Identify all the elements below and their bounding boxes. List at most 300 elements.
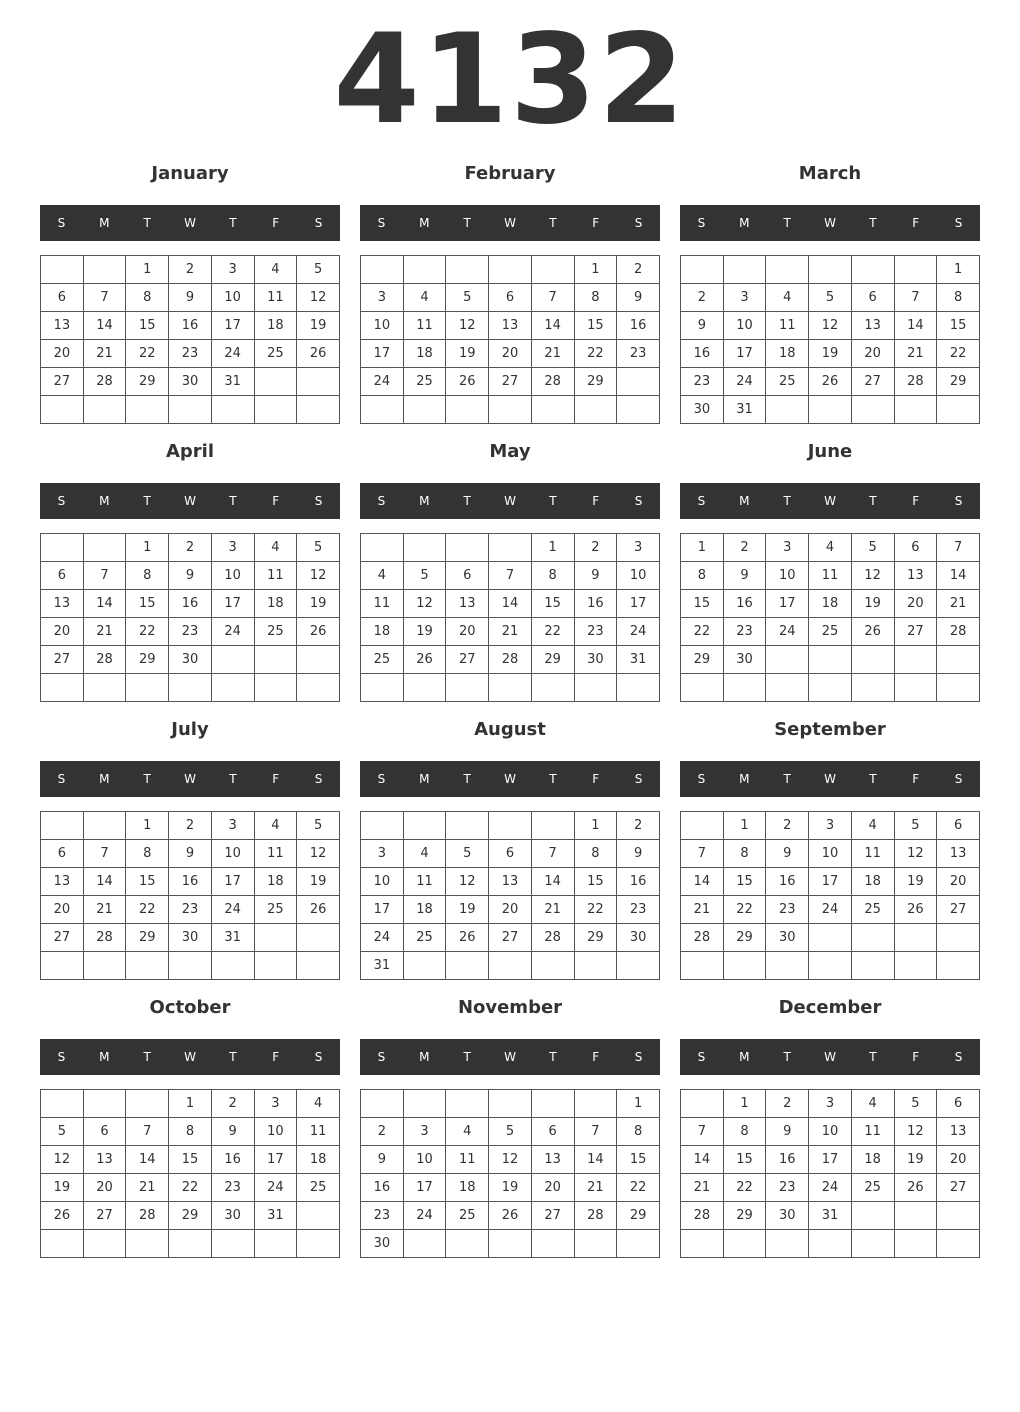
day-cell (126, 1230, 169, 1258)
weekday-label: T (143, 1050, 151, 1064)
day-cell: 21 (531, 340, 574, 368)
week-row (681, 618, 980, 646)
day-cell: 13 (851, 312, 894, 340)
day-cell (403, 396, 446, 424)
day-cell: 24 (211, 896, 254, 924)
day-cell: 21 (681, 1174, 724, 1202)
day-cell: 18 (403, 340, 446, 368)
day-cell: 10 (211, 840, 254, 868)
day-cell (297, 1202, 340, 1230)
weekday-label: T (549, 494, 557, 508)
weekday-label: S (697, 772, 706, 786)
day-cell: 13 (489, 868, 532, 896)
day-cell: 9 (766, 1118, 809, 1146)
day-cell (809, 674, 852, 702)
weekday-label: S (377, 772, 386, 786)
weekday-label: T (143, 494, 151, 508)
weekday-label: F (272, 494, 280, 508)
day-cell: 8 (126, 840, 169, 868)
day-cell: 9 (723, 562, 766, 590)
weekday-label: M (419, 216, 430, 230)
day-cell: 30 (574, 646, 617, 674)
day-grid (360, 811, 660, 980)
day-cell: 26 (297, 618, 340, 646)
day-cell: 16 (169, 312, 212, 340)
day-cell: 12 (851, 562, 894, 590)
day-cell: 7 (531, 284, 574, 312)
week-row (41, 1230, 340, 1258)
day-cell: 28 (574, 1202, 617, 1230)
day-cell: 5 (297, 534, 340, 562)
day-cell: 15 (126, 312, 169, 340)
weekday-label: F (272, 216, 280, 230)
day-cell: 18 (766, 340, 809, 368)
day-cell: 16 (361, 1174, 404, 1202)
day-cell (531, 674, 574, 702)
weekday-label: T (143, 772, 151, 786)
day-cell: 29 (169, 1202, 212, 1230)
day-cell (41, 1230, 84, 1258)
day-cell (809, 396, 852, 424)
day-cell: 17 (766, 590, 809, 618)
day-cell: 9 (681, 312, 724, 340)
weekday-label: S (954, 216, 963, 230)
week-row (41, 368, 340, 396)
day-cell: 25 (254, 618, 297, 646)
day-cell: 18 (254, 868, 297, 896)
day-cell: 28 (83, 646, 126, 674)
day-cell: 12 (297, 562, 340, 590)
week-row (41, 618, 340, 646)
day-cell (894, 1230, 937, 1258)
day-cell: 3 (361, 284, 404, 312)
day-cell: 2 (766, 812, 809, 840)
day-cell: 10 (361, 312, 404, 340)
day-cell: 29 (723, 1202, 766, 1230)
day-cell: 8 (617, 1118, 660, 1146)
day-cell: 1 (126, 534, 169, 562)
day-cell: 15 (126, 590, 169, 618)
day-cell (574, 952, 617, 980)
day-cell: 22 (937, 340, 980, 368)
day-cell: 28 (937, 618, 980, 646)
day-cell: 6 (937, 812, 980, 840)
day-cell: 15 (574, 868, 617, 896)
day-cell: 14 (681, 868, 724, 896)
day-cell (766, 646, 809, 674)
day-cell: 4 (766, 284, 809, 312)
weekday-label: M (419, 494, 430, 508)
week-row (41, 256, 340, 284)
weekday-label: M (739, 1050, 750, 1064)
day-cell (361, 674, 404, 702)
week-row (681, 812, 980, 840)
day-cell: 10 (809, 840, 852, 868)
day-cell (41, 952, 84, 980)
day-cell: 8 (937, 284, 980, 312)
day-cell: 20 (489, 896, 532, 924)
day-cell: 2 (617, 812, 660, 840)
day-cell: 5 (297, 256, 340, 284)
weekday-label: M (419, 772, 430, 786)
weekday-label: M (419, 1050, 430, 1064)
day-cell: 20 (41, 896, 84, 924)
day-cell (403, 256, 446, 284)
week-row (41, 924, 340, 952)
day-cell: 8 (723, 1118, 766, 1146)
day-cell: 25 (446, 1202, 489, 1230)
weekday-label: S (954, 494, 963, 508)
day-cell (446, 812, 489, 840)
day-cell (894, 256, 937, 284)
day-cell (681, 1230, 724, 1258)
weekday-label: S (314, 216, 323, 230)
day-cell (83, 674, 126, 702)
day-cell: 17 (254, 1146, 297, 1174)
week-row (681, 340, 980, 368)
day-cell: 13 (446, 590, 489, 618)
day-cell (126, 952, 169, 980)
day-cell: 20 (894, 590, 937, 618)
week-row (681, 256, 980, 284)
day-cell: 3 (766, 534, 809, 562)
weekday-header (360, 761, 660, 797)
day-cell: 13 (531, 1146, 574, 1174)
weekday-label: W (824, 494, 836, 508)
month-name: December (778, 997, 882, 1018)
day-cell: 11 (297, 1118, 340, 1146)
day-cell: 2 (169, 534, 212, 562)
day-cell (211, 1230, 254, 1258)
day-cell (766, 1230, 809, 1258)
day-cell: 29 (574, 924, 617, 952)
day-cell: 20 (937, 1146, 980, 1174)
weekday-label: S (634, 216, 643, 230)
month-name: March (798, 163, 862, 184)
day-grid (360, 533, 660, 702)
day-cell: 24 (254, 1174, 297, 1202)
weekday-label: S (57, 216, 66, 230)
day-cell (531, 1090, 574, 1118)
day-cell: 11 (254, 284, 297, 312)
day-cell: 19 (489, 1174, 532, 1202)
day-cell: 25 (766, 368, 809, 396)
day-cell: 21 (894, 340, 937, 368)
weekday-header (40, 761, 340, 797)
weekday-label: T (229, 494, 237, 508)
day-cell: 15 (937, 312, 980, 340)
weekday-label: T (869, 216, 877, 230)
day-cell: 16 (211, 1146, 254, 1174)
day-cell: 21 (126, 1174, 169, 1202)
day-cell (766, 952, 809, 980)
day-cell (531, 952, 574, 980)
day-cell: 5 (809, 284, 852, 312)
day-cell: 31 (361, 952, 404, 980)
day-cell (723, 1230, 766, 1258)
week-row (41, 868, 340, 896)
week-row (361, 896, 660, 924)
weekday-header (360, 483, 660, 519)
week-row (681, 1202, 980, 1230)
weekday-label: W (824, 216, 836, 230)
day-cell: 4 (403, 284, 446, 312)
month-name: July (171, 719, 209, 740)
day-cell: 6 (446, 562, 489, 590)
day-cell: 7 (83, 562, 126, 590)
day-cell: 2 (574, 534, 617, 562)
day-cell: 9 (617, 284, 660, 312)
day-cell: 22 (681, 618, 724, 646)
day-cell: 14 (489, 590, 532, 618)
day-cell: 16 (723, 590, 766, 618)
day-cell: 2 (169, 812, 212, 840)
day-cell: 12 (446, 312, 489, 340)
day-cell (531, 1230, 574, 1258)
day-cell: 22 (126, 340, 169, 368)
day-cell (937, 952, 980, 980)
day-cell: 31 (617, 646, 660, 674)
day-cell: 9 (574, 562, 617, 590)
day-cell: 10 (617, 562, 660, 590)
day-cell: 3 (617, 534, 660, 562)
weekday-label: M (739, 216, 750, 230)
day-cell: 5 (297, 812, 340, 840)
day-cell (83, 256, 126, 284)
day-cell (489, 952, 532, 980)
day-cell (809, 646, 852, 674)
day-cell (361, 256, 404, 284)
day-cell: 7 (126, 1118, 169, 1146)
day-cell: 19 (446, 896, 489, 924)
day-cell: 26 (297, 340, 340, 368)
week-row (681, 534, 980, 562)
week-row (681, 1118, 980, 1146)
day-cell: 20 (937, 868, 980, 896)
day-cell: 23 (169, 340, 212, 368)
day-cell (254, 396, 297, 424)
day-cell: 15 (617, 1146, 660, 1174)
week-row (361, 924, 660, 952)
week-row (41, 284, 340, 312)
day-cell: 24 (766, 618, 809, 646)
weekday-header (40, 483, 340, 519)
day-cell: 12 (297, 284, 340, 312)
day-cell: 8 (723, 840, 766, 868)
day-cell: 18 (809, 590, 852, 618)
week-row (361, 340, 660, 368)
day-cell: 8 (169, 1118, 212, 1146)
day-cell (446, 952, 489, 980)
week-row (361, 674, 660, 702)
day-cell: 4 (254, 812, 297, 840)
day-cell (83, 952, 126, 980)
day-cell: 12 (809, 312, 852, 340)
day-cell (531, 256, 574, 284)
day-cell: 14 (126, 1146, 169, 1174)
week-row (681, 952, 980, 980)
day-cell (297, 396, 340, 424)
day-cell: 15 (169, 1146, 212, 1174)
week-row (361, 646, 660, 674)
day-cell (297, 924, 340, 952)
day-cell (403, 674, 446, 702)
day-cell: 13 (489, 312, 532, 340)
day-cell: 14 (894, 312, 937, 340)
day-cell: 29 (126, 368, 169, 396)
day-cell (489, 1230, 532, 1258)
weekday-label: S (634, 1050, 643, 1064)
day-cell: 18 (851, 868, 894, 896)
day-cell (851, 674, 894, 702)
week-row (41, 534, 340, 562)
day-cell: 22 (617, 1174, 660, 1202)
day-cell: 1 (574, 256, 617, 284)
day-cell: 28 (83, 368, 126, 396)
week-row (681, 646, 980, 674)
day-cell: 25 (403, 368, 446, 396)
day-grid (680, 1089, 980, 1258)
day-cell (41, 534, 84, 562)
day-cell: 27 (489, 924, 532, 952)
day-cell: 26 (41, 1202, 84, 1230)
day-cell: 19 (851, 590, 894, 618)
weekday-label: T (783, 494, 791, 508)
weekday-label: S (697, 1050, 706, 1064)
day-cell (297, 368, 340, 396)
day-cell: 22 (723, 1174, 766, 1202)
day-cell (894, 674, 937, 702)
day-cell (169, 1230, 212, 1258)
day-cell: 26 (446, 368, 489, 396)
week-row (41, 562, 340, 590)
day-cell: 26 (489, 1202, 532, 1230)
day-cell: 16 (169, 868, 212, 896)
weekday-label: F (592, 216, 600, 230)
day-cell: 3 (254, 1090, 297, 1118)
day-cell: 14 (574, 1146, 617, 1174)
weekday-label: W (504, 1050, 516, 1064)
day-cell: 29 (126, 924, 169, 952)
day-cell (574, 396, 617, 424)
day-cell: 3 (211, 812, 254, 840)
day-cell: 7 (531, 840, 574, 868)
day-cell: 12 (403, 590, 446, 618)
day-cell: 2 (211, 1090, 254, 1118)
day-cell: 20 (446, 618, 489, 646)
day-cell: 10 (403, 1146, 446, 1174)
week-row (361, 1090, 660, 1118)
week-row (361, 562, 660, 590)
day-cell: 13 (41, 868, 84, 896)
day-cell (403, 1090, 446, 1118)
day-cell: 6 (83, 1118, 126, 1146)
day-cell: 18 (361, 618, 404, 646)
day-cell (681, 812, 724, 840)
month-name: June (807, 441, 853, 462)
month-name: August (474, 719, 546, 740)
day-cell (446, 396, 489, 424)
day-cell: 27 (937, 1174, 980, 1202)
week-row (681, 1090, 980, 1118)
day-cell: 2 (681, 284, 724, 312)
weekday-label: S (634, 494, 643, 508)
day-cell (489, 674, 532, 702)
day-cell: 24 (617, 618, 660, 646)
day-cell: 10 (254, 1118, 297, 1146)
day-cell: 19 (297, 590, 340, 618)
week-row (41, 1174, 340, 1202)
day-cell: 24 (361, 368, 404, 396)
weekday-label: T (549, 216, 557, 230)
day-cell: 17 (211, 312, 254, 340)
day-cell: 25 (809, 618, 852, 646)
day-cell: 2 (766, 1090, 809, 1118)
week-row (681, 924, 980, 952)
week-row (41, 1202, 340, 1230)
day-cell: 15 (531, 590, 574, 618)
day-cell (617, 674, 660, 702)
week-row (361, 1202, 660, 1230)
day-cell: 19 (41, 1174, 84, 1202)
day-cell: 5 (894, 1090, 937, 1118)
week-row (361, 1230, 660, 1258)
day-cell: 10 (766, 562, 809, 590)
day-cell: 13 (937, 840, 980, 868)
day-cell: 11 (403, 312, 446, 340)
day-cell: 15 (574, 312, 617, 340)
weekday-label: F (592, 494, 600, 508)
weekday-label: S (57, 1050, 66, 1064)
day-cell: 23 (574, 618, 617, 646)
week-row (361, 1146, 660, 1174)
day-cell (41, 396, 84, 424)
week-row (41, 674, 340, 702)
day-cell: 15 (723, 1146, 766, 1174)
weekday-label: S (954, 772, 963, 786)
weekday-label: F (272, 1050, 280, 1064)
day-cell: 8 (531, 562, 574, 590)
day-cell: 19 (297, 312, 340, 340)
weekday-label: S (697, 494, 706, 508)
day-cell (489, 396, 532, 424)
weekday-label: S (377, 494, 386, 508)
weekday-header (40, 1039, 340, 1075)
day-cell: 17 (809, 868, 852, 896)
day-cell: 5 (851, 534, 894, 562)
day-cell: 30 (617, 924, 660, 952)
day-cell (851, 924, 894, 952)
day-cell (254, 674, 297, 702)
day-cell: 18 (254, 312, 297, 340)
day-cell: 18 (403, 896, 446, 924)
day-cell: 4 (361, 562, 404, 590)
day-cell: 14 (531, 312, 574, 340)
day-cell (766, 396, 809, 424)
day-cell: 19 (894, 1146, 937, 1174)
weekday-label: F (912, 494, 920, 508)
week-row (361, 396, 660, 424)
day-cell (297, 952, 340, 980)
day-cell: 26 (894, 1174, 937, 1202)
day-cell: 3 (809, 812, 852, 840)
day-cell: 12 (446, 868, 489, 896)
weekday-label: T (463, 772, 471, 786)
day-cell: 13 (83, 1146, 126, 1174)
weekday-label: W (824, 1050, 836, 1064)
day-cell (617, 952, 660, 980)
day-cell (617, 396, 660, 424)
